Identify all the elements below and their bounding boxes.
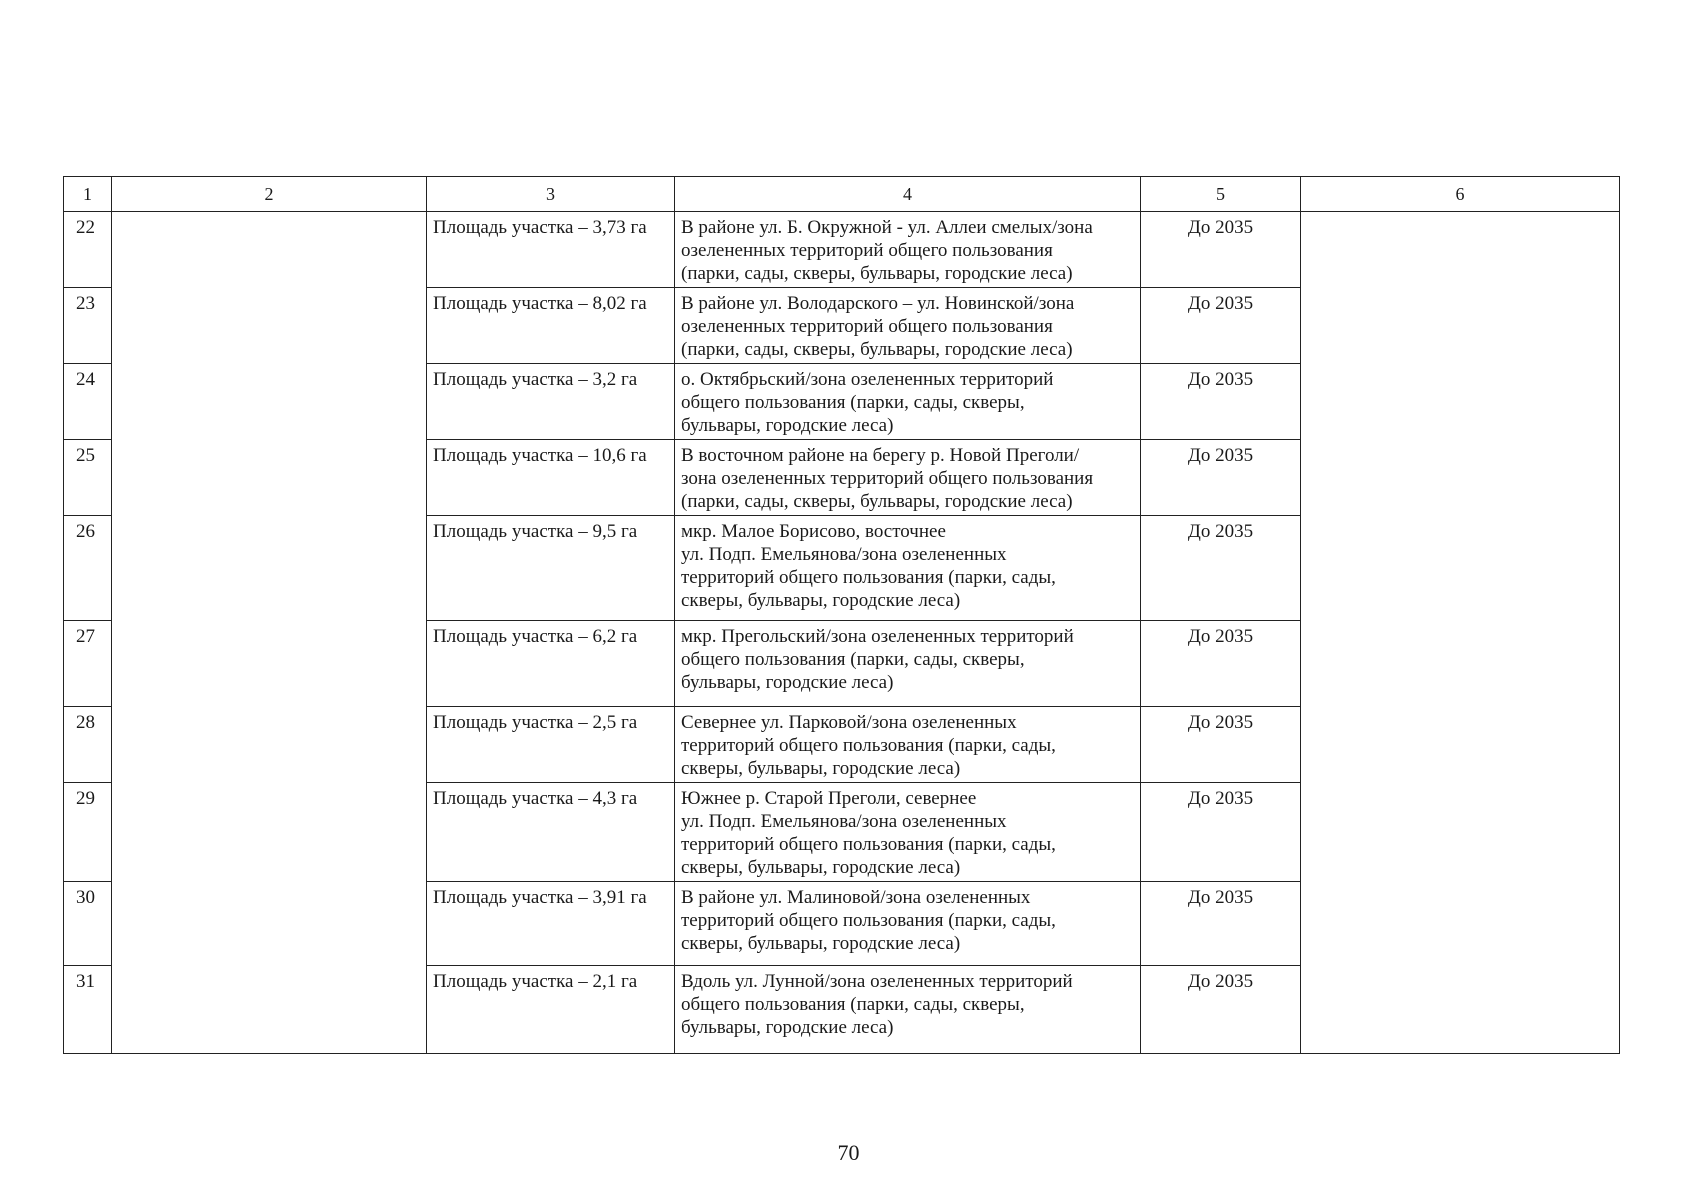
location-line: ул. Подп. Емельянова/зона озелененных — [681, 544, 1007, 565]
location-line: бульвары, городские леса) — [681, 415, 894, 436]
area-cell: Площадь участка – 2,5 га — [427, 707, 675, 783]
term-cell: До 2035 — [1141, 966, 1301, 1054]
location-line: ул. Подп. Емельянова/зона озелененных — [681, 811, 1007, 832]
location-cell — [675, 882, 1141, 966]
row-number-cell: 22 — [64, 212, 112, 288]
row-number-cell: 26 — [64, 516, 112, 621]
location-line: общего пользования (парки, сады, скверы, — [681, 994, 1025, 1015]
location-line: Севернее ул. Парковой/зона озелененных — [681, 712, 1017, 733]
location-line: озелененных территорий общего пользования — [681, 240, 1053, 261]
location-cell — [675, 288, 1141, 364]
location-cell — [675, 707, 1141, 783]
page-number: 70 — [837, 1140, 860, 1165]
area-cell: Площадь участка – 4,3 га — [427, 783, 675, 882]
location-cell — [675, 966, 1141, 1054]
term-cell: До 2035 — [1141, 288, 1301, 364]
term-cell: До 2035 — [1141, 440, 1301, 516]
term-cell: До 2035 — [1141, 516, 1301, 621]
location-line: (парки, сады, скверы, бульвары, городские леса) — [681, 263, 1073, 284]
location-line: о. Октябрьский/зона озелененных территорий — [681, 369, 1054, 390]
location-line: общего пользования (парки, сады, скверы, — [681, 649, 1025, 670]
location-line: озелененных территорий общего пользования — [681, 316, 1053, 337]
area-cell: Площадь участка – 8,02 га — [427, 288, 675, 364]
location-line: В восточном районе на берегу р. Новой Преголи/ — [681, 445, 1080, 466]
location-cell — [675, 783, 1141, 882]
location-line: скверы, бульвары, городские леса) — [681, 933, 961, 954]
location-cell — [675, 440, 1141, 516]
term-cell: До 2035 — [1141, 364, 1301, 440]
area-cell: Площадь участка – 3,73 га — [427, 212, 675, 288]
column-number-4: 4 — [675, 177, 1141, 212]
row-number-cell: 30 — [64, 882, 112, 966]
table-row — [64, 212, 1620, 288]
term-cell: До 2035 — [1141, 707, 1301, 783]
location-line: (парки, сады, скверы, бульвары, городские леса) — [681, 491, 1073, 512]
row-number-cell: 27 — [64, 621, 112, 707]
row-number-cell: 24 — [64, 364, 112, 440]
area-cell: Площадь участка – 2,1 га — [427, 966, 675, 1054]
row-number-cell: 23 — [64, 288, 112, 364]
area-cell: Площадь участка – 3,91 га — [427, 882, 675, 966]
location-line: территорий общего пользования (парки, сады, — [681, 735, 1056, 756]
location-cell — [675, 212, 1141, 288]
column-number-3: 3 — [427, 177, 675, 212]
location-line: (парки, сады, скверы, бульвары, городские леса) — [681, 339, 1073, 360]
location-line: бульвары, городские леса) — [681, 1017, 894, 1038]
location-line: скверы, бульвары, городские леса) — [681, 758, 961, 779]
column-6-merged-cell — [1301, 212, 1620, 1054]
column-number-1: 1 — [64, 177, 112, 212]
column-number-6: 6 — [1301, 177, 1620, 212]
row-number-cell: 31 — [64, 966, 112, 1054]
location-line: бульвары, городские леса) — [681, 672, 894, 693]
location-cell — [675, 364, 1141, 440]
location-line: территорий общего пользования (парки, сады, — [681, 834, 1056, 855]
location-line: В районе ул. Б. Окружной - ул. Аллеи смелых/зона — [681, 217, 1093, 238]
term-cell: До 2035 — [1141, 783, 1301, 882]
area-cell: Площадь участка – 9,5 га — [427, 516, 675, 621]
row-number-cell: 28 — [64, 707, 112, 783]
location-line: Южнее р. Старой Преголи, севернее — [681, 788, 977, 809]
location-line: зона озелененных территорий общего пользования — [681, 468, 1094, 489]
location-line: общего пользования (парки, сады, скверы, — [681, 392, 1025, 413]
area-cell: Площадь участка – 10,6 га — [427, 440, 675, 516]
term-cell: До 2035 — [1141, 212, 1301, 288]
row-number-cell: 29 — [64, 783, 112, 882]
area-cell: Площадь участка – 3,2 га — [427, 364, 675, 440]
column-number-2: 2 — [112, 177, 427, 212]
column-number-5: 5 — [1141, 177, 1301, 212]
area-cell: Площадь участка – 6,2 га — [427, 621, 675, 707]
location-line: В районе ул. Малиновой/зона озелененных — [681, 887, 1031, 908]
location-line: скверы, бульвары, городские леса) — [681, 857, 961, 878]
row-number-cell: 25 — [64, 440, 112, 516]
location-line: скверы, бульвары, городские леса) — [681, 590, 961, 611]
column-number-row — [64, 177, 1620, 212]
green-zones-table — [63, 176, 1620, 1054]
term-cell: До 2035 — [1141, 621, 1301, 707]
column-2-merged-cell — [112, 212, 427, 1054]
location-line: Вдоль ул. Лунной/зона озелененных территорий — [681, 971, 1073, 992]
location-cell — [675, 516, 1141, 621]
location-line: В районе ул. Володарского – ул. Новинской/зона — [681, 293, 1075, 314]
location-line: территорий общего пользования (парки, сады, — [681, 567, 1056, 588]
location-line: территорий общего пользования (парки, сады, — [681, 910, 1056, 931]
location-cell — [675, 621, 1141, 707]
term-cell: До 2035 — [1141, 882, 1301, 966]
location-line: мкр. Малое Борисово, восточнее — [681, 521, 946, 542]
location-line: мкр. Прегольский/зона озелененных территорий — [681, 626, 1074, 647]
